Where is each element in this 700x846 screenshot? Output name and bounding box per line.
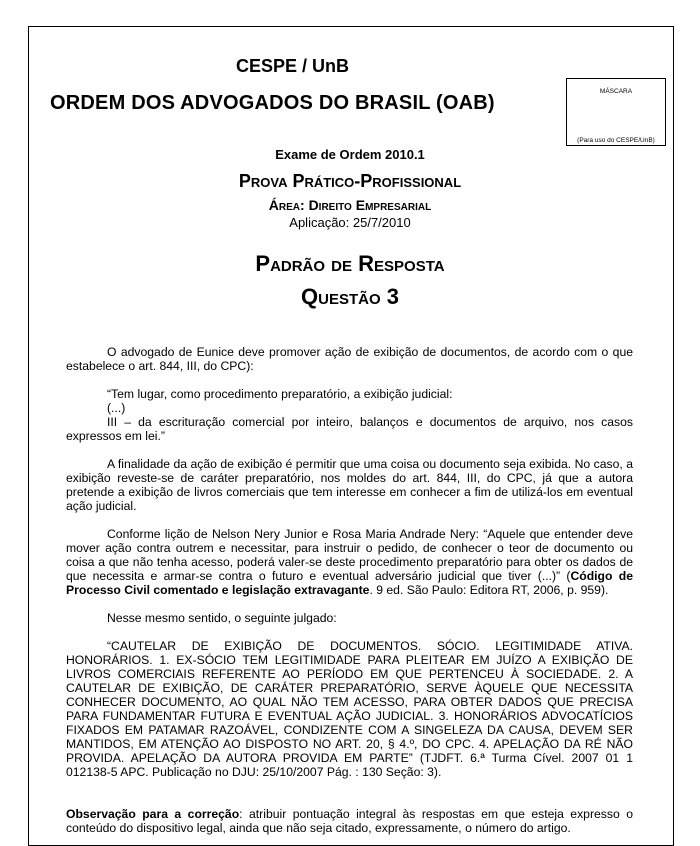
paragraph-3-text: Conforme lição de Nelson Nery Junior e Rosa Maria Andrade Nery: “Aquele que entender deve mover ação contra outrem e necessitar, para instruir o pedido, de conhecer o teor de documento ou coisa a que não tenha acesso, poderá valer-se deste procedimento preparatório para obter os dados de que necessita e armar-se contra o futuro e eventual adversário judicial que tiver (...)” ( xyxy=(66,527,633,583)
book-reference: . 9 ed. São Paulo: Editora RT, 2006, p. 959). xyxy=(369,583,609,597)
pattern-title: Padrão de Resposta xyxy=(255,251,445,276)
organization-title: ORDEM DOS ADVOGADOS DO BRASIL (OAB) xyxy=(50,92,495,114)
correction-note-label: Observação para a correção xyxy=(66,807,240,821)
paragraph-2: A finalidade da ação de exibição é permitir que uma coisa ou documento seja exibida. No caso, a exibição reveste-se de caráter preparatório, nos moldes do art. 844, III, do CPC, já que a autora pretende a exibição de livros comerciais que tem interesse em conhecer a fim de utilizá-los em eventual ação judicial. xyxy=(66,457,633,513)
court-decision: “CAUTELAR DE EXIBIÇÃO DE DOCUMENTOS. SÓCIO. LEGITIMIDADE ATIVA. HONORÁRIOS. 1. EX-SÓCIO TEM LEGITIMIDADE PARA PLEITEAR EM JUÍZO A EXIBIÇÃO DE LIVROS COMERCIAIS REFERENTE AO PERÍODO EM QUE PERTENCEU À SOCIEDADE. 2. A CAUTELAR DE EXIBIÇÃO, DE CARÁTER PREPARATÓRIO, SERVE ÀQUELE QUE NECESSITA CONHECER DOCUMENTO, AO QUAL NÃO TEM ACESSO, PARA OBTER DADOS QUE PRECISA PARA FUNDAMENTAR FUTURA E EVENTUAL AÇÃO JUDICIAL. 3. HONORÁRIOS ADVOCATÍCIOS FIXADOS EM PATAMAR RAZOÁVEL, CONDIZENTE COM A SINGELEZA DA CAUSA, DEVEM SER MANTIDOS, EM ATENÇÃO AO DISPOSTO NO ART. 20, § 4.º, DO CPC. 4. APELAÇÃO DA RÉ NÃO PROVIDA. APELAÇÃO DA AUTORA PROVIDA EM PARTE” (TJDFT. 6.ª Turma Cível. 2007 01 1 012138-5 APC. Publicação no DJU: 25/10/2007 Pág. : 130 Seção: 3). xyxy=(66,639,633,779)
exam-type: Prova Prático-Profissional xyxy=(238,171,462,191)
paragraph-3 xyxy=(66,527,633,597)
book-title: Código de Processo Civil comentado e legislação extravagante xyxy=(66,569,633,597)
mask-box xyxy=(566,78,666,146)
application-date: Aplicação: 25/7/2010 xyxy=(289,215,411,230)
mask-label: MÁSCARA xyxy=(599,88,633,95)
mask-note: (Para uso do CESPE/UnB) xyxy=(577,137,655,144)
institution-title: CESPE / UnB xyxy=(236,56,350,76)
question-title: Questão 3 xyxy=(301,284,399,309)
exam-area: Área: Direito Empresarial xyxy=(268,197,432,213)
quote-item: III – da escrituração comercial por inteiro, balanços e documentos de arquivo, nos casos expressos em lei.” xyxy=(66,415,633,443)
answer-body xyxy=(66,345,633,835)
correction-note-text: : atribuir pontuação integral às respostas em que esteja expresso o conteúdo do dispositivo legal, ainda que não seja citado, expressamente, o número do artigo. xyxy=(66,807,633,835)
quote-intro: “Tem lugar, como procedimento preparatório, a exibição judicial: xyxy=(107,387,453,401)
paragraph-4: Nesse mesmo sentido, o seguinte julgado: xyxy=(107,611,337,625)
paragraph-1: O advogado de Eunice deve promover ação de exibição de documentos, de acordo com o que estabelece o art. 844, III, do CPC): xyxy=(66,345,633,373)
exam-title: Exame de Ordem 2010.1 xyxy=(275,147,425,162)
correction-note xyxy=(66,807,633,835)
quote-ellipsis: (...) xyxy=(107,401,126,415)
